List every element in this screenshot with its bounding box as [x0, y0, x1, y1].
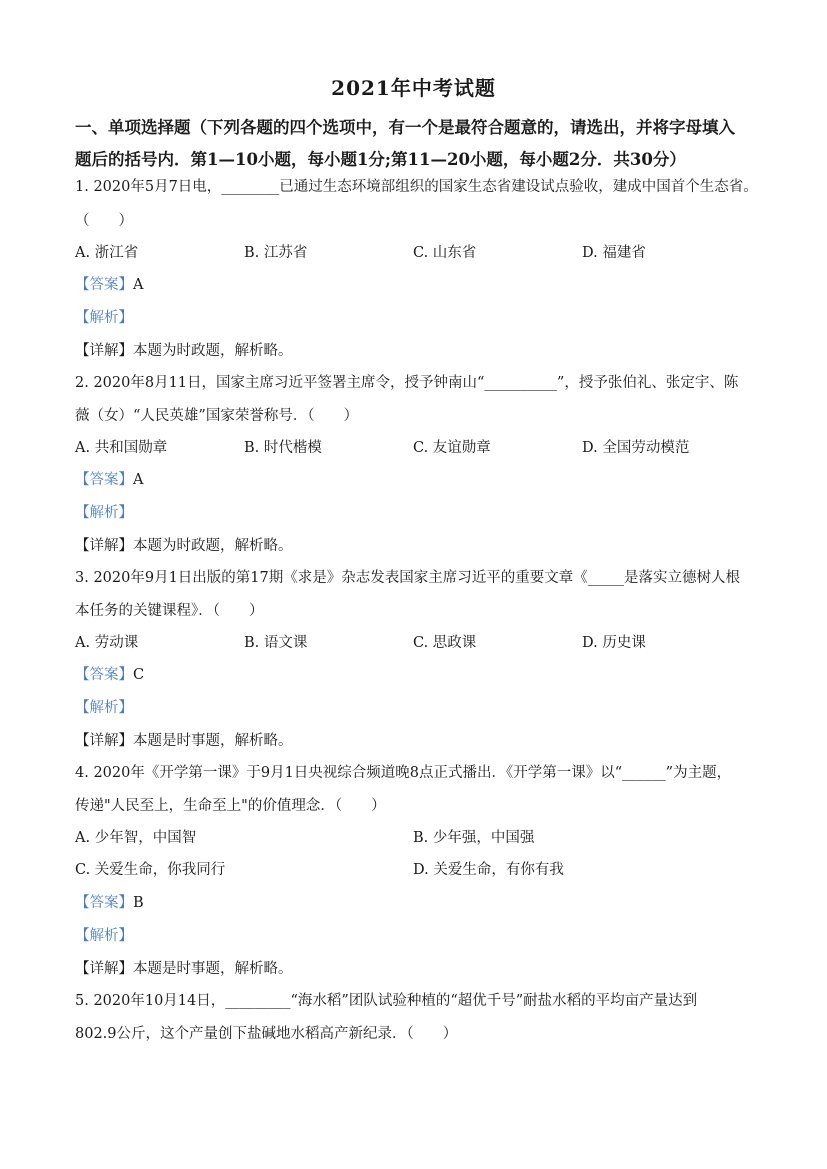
question-3-option-b: B. 语文课 [244, 635, 308, 651]
question-3-answer [75, 665, 144, 685]
question-4-stem-line-1: 4. 2020年《开学第一课》于9月1日央视综合频道晚8点正式播出．《开学第一课》以“______”为主题， [75, 765, 732, 781]
question-2-option-c: C. 友谊勋章 [413, 440, 491, 456]
answer-label: 【答案】 [75, 667, 133, 683]
answer-label: 【答案】 [75, 277, 133, 293]
question-4-option-d: D. 关爱生命，有你有我 [413, 862, 564, 878]
question-2-stem-line-2: 薇（女）“人民英雄”国家荣誉称号．（ ） [75, 408, 359, 424]
question-3-stem-line-2: 本任务的关键课程》．（ ） [75, 603, 264, 619]
section-heading-line-1: 一、单项选择题（下列各题的四个选项中，有一个是最符合题意的，请选出，并将字母填入 [75, 118, 735, 137]
question-2-option-a: A. 共和国勋章 [75, 440, 168, 456]
question-5-stem-line-1: 5. 2020年10月14日，_________“海水稻”团队试验种植的“超优千号”耐盐水稻的平均亩产量达到 [75, 993, 698, 1009]
question-4-answer [75, 893, 144, 913]
question-5-stem-line-2: 802.9公斤，这个产量创下盐碱地水稻高产新纪录．（ ） [75, 1026, 458, 1042]
question-2-analysis-label: 【解析】 [75, 505, 133, 521]
question-1-answer [75, 275, 143, 295]
question-3-option-c: C. 思政课 [413, 635, 477, 651]
section-heading [75, 112, 765, 176]
question-2-option-b: B. 时代楷模 [244, 440, 322, 456]
question-1-detail: 【详解】本题为时政题，解析略。 [75, 343, 293, 359]
answer-value: B [133, 895, 144, 911]
question-4-option-a: A. 少年智，中国智 [75, 830, 197, 846]
question-4-detail: 【详解】本题是时事题，解析略。 [75, 961, 293, 977]
question-1-option-d: D. 福建省 [582, 245, 646, 261]
question-4-analysis-label: 【解析】 [75, 928, 133, 944]
question-1-option-b: B. 江苏省 [244, 245, 308, 261]
question-2-answer [75, 470, 143, 490]
question-3-stem-line-1: 3. 2020年9月1日出版的第17期《求是》杂志发表国家主席习近平的重要文章《_____是落实立德树人根 [75, 570, 740, 586]
answer-label: 【答案】 [75, 895, 133, 911]
section-heading-line-2: 题后的括号内．第1—10小题，每小题1分;第11—20小题，每小题2分．共30分） [75, 150, 686, 169]
question-2-detail: 【详解】本题为时政题，解析略。 [75, 538, 293, 554]
question-2-stem-line-1: 2. 2020年8月11日，国家主席习近平签署主席令，授予钟南山“__________”，授予张伯礼、张定宇、陈 [75, 375, 739, 391]
page-title: 2021年中考试题 [331, 76, 496, 100]
question-3-option-a: A. 劳动课 [75, 635, 139, 651]
question-2-option-d: D. 全国劳动模范 [582, 440, 690, 456]
question-1-stem-line-1: 1. 2020年5月7日电，________已通过生态环境部组织的国家生态省建设试点验收，建成中国首个生态省。 [75, 179, 758, 195]
answer-value: A [133, 277, 144, 293]
question-3-analysis-label: 【解析】 [75, 700, 133, 716]
question-1-option-a: A. 浙江省 [75, 245, 139, 261]
question-1-stem-line-2: （ ） [75, 213, 133, 229]
answer-value: C [133, 667, 145, 683]
answer-value: A [133, 472, 144, 488]
question-1-option-c: C. 山东省 [413, 245, 477, 261]
question-1-analysis-label: 【解析】 [75, 310, 133, 326]
question-3-detail: 【详解】本题是时事题，解析略。 [75, 733, 293, 749]
question-4-stem-line-2: 传递"人民至上，生命至上"的价值理念．（ ） [75, 798, 386, 814]
answer-label: 【答案】 [75, 472, 133, 488]
question-4-option-c: C. 关爱生命，你我同行 [75, 862, 226, 878]
question-3-option-d: D. 历史课 [582, 635, 646, 651]
question-4-option-b: B. 少年强，中国强 [413, 830, 535, 846]
